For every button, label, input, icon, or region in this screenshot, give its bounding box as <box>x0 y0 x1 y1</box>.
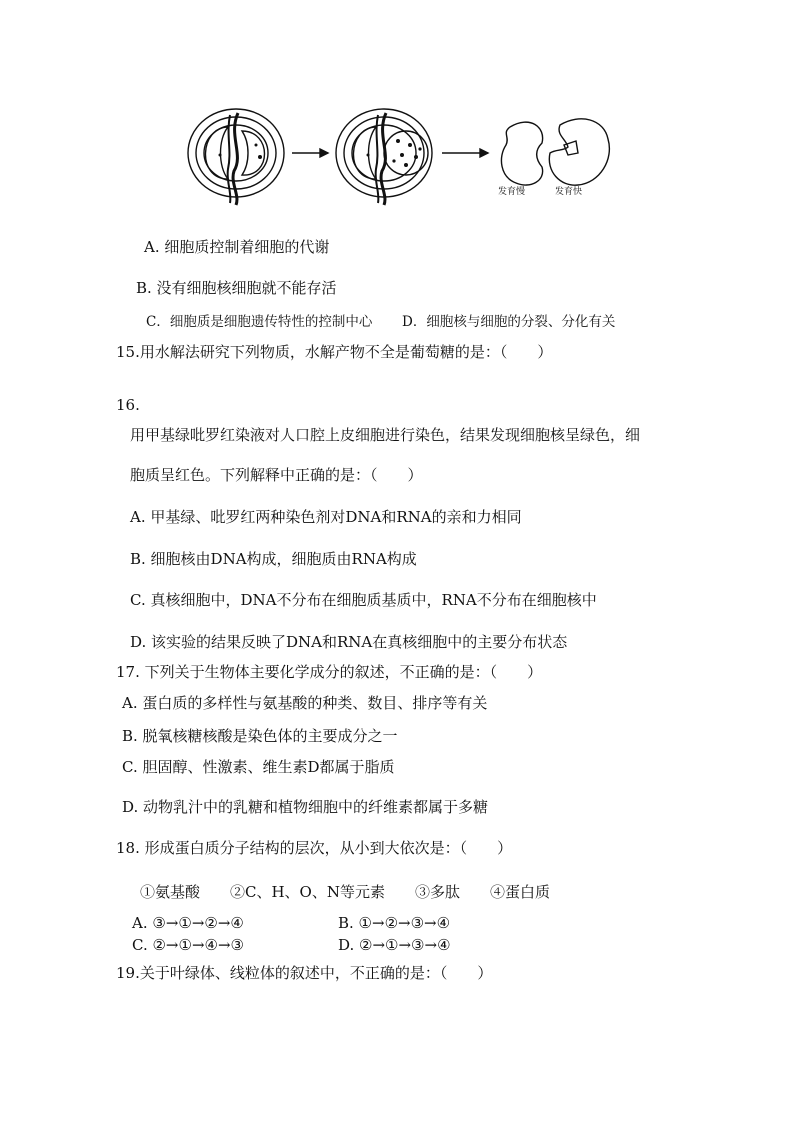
q17-option-a: A. 蛋白质的多样性与氨基酸的种类、数目、排序等有关 <box>122 694 488 712</box>
cell-2-cut-line-2 <box>376 115 379 203</box>
cell-2-dot <box>414 155 418 159</box>
arrow-2-head <box>480 149 488 157</box>
q14-option-c: C．细胞质是细胞遗传特性的控制中心 <box>146 314 373 330</box>
q16-option-c: C. 真核细胞中，DNA不分布在细胞质基质中，RNA不分布在细胞核中 <box>130 591 597 609</box>
q16-option-b: B. 细胞核由DNA构成，细胞质由RNA构成 <box>130 550 417 568</box>
q16-number: 16. <box>116 396 140 414</box>
cell-1-dot <box>219 154 222 157</box>
q14-option-a: A. 细胞质控制着细胞的代谢 <box>144 238 330 256</box>
cell-2-dot <box>404 163 408 167</box>
cell-1-left-lobe <box>205 127 228 179</box>
q14-option-b: B. 没有细胞核细胞就不能存活 <box>136 279 337 297</box>
q16-option-d: D. 该实验的结果反映了DNA和RNA在真核细胞中的主要分布状态 <box>130 633 568 651</box>
q18-option-a: A. ③→①→②→④ <box>132 914 244 932</box>
cell-2-dot <box>400 153 404 157</box>
q18-option-c: C. ②→①→④→③ <box>132 936 244 954</box>
figure-label-fast: 发育快 <box>555 187 583 197</box>
q17-option-c: C. 胆固醇、性激素、维生素D都属于脂质 <box>122 758 395 776</box>
q15-stem: 15.用水解法研究下列物质，水解产物不全是葡萄糖的是：（ ） <box>116 343 553 361</box>
cell-2-cut-line <box>381 113 386 205</box>
q16-stem-line2: 胞质呈红色。下列解释中正确的是：（ ） <box>130 466 423 484</box>
cell-1-right-lobe <box>242 131 265 175</box>
q16-stem-line1: 用甲基绿吡罗红染液对人口腔上皮细胞进行染色，结果发现细胞核呈绿色，细 <box>130 426 641 444</box>
cell-1-dot <box>255 144 258 147</box>
cell-1-cut-line-2 <box>228 115 231 203</box>
q17-option-b: B. 脱氧核糖核酸是染色体的主要成分之一 <box>122 727 398 745</box>
cell-2-dot <box>392 159 395 162</box>
result-fast-shape <box>549 119 609 185</box>
cell-1-cut-line <box>233 113 238 205</box>
arrow-1-head <box>320 149 328 157</box>
q17-option-d: D. 动物乳汁中的乳糖和植物细胞中的纤维素都属于多糖 <box>122 798 489 816</box>
q17-stem: 17. 下列关于生物体主要化学成分的叙述，不正确的是：（ ） <box>116 663 543 681</box>
cell-diagram <box>180 105 620 210</box>
cell-2-dot <box>396 139 400 143</box>
cell-experiment-figure <box>180 105 620 210</box>
q18-items: ①氨基酸 ②C、H、O、N等元素 ③多肽 ④蛋白质 <box>140 883 550 901</box>
result-slow-shape <box>501 122 542 185</box>
q14-option-d: D．细胞核与细胞的分裂、分化有关 <box>402 314 616 330</box>
cell-2-dot <box>408 143 412 147</box>
q16-option-a: A. 甲基绿、吡罗红两种染色剂对DNA和RNA的亲和力相同 <box>130 508 522 526</box>
q19-stem: 19.关于叶绿体、线粒体的叙述中，不正确的是：（ ） <box>116 964 493 982</box>
q18-option-b: B. ①→②→③→④ <box>338 914 451 932</box>
cell-2-dot <box>418 147 421 150</box>
q18-stem: 18. 形成蛋白质分子结构的层次，从小到大依次是：（ ） <box>116 839 513 857</box>
q18-option-d: D. ②→①→③→④ <box>338 936 451 954</box>
figure-label-slow: 发育慢 <box>498 187 526 197</box>
cell-2-nucleus <box>384 131 428 175</box>
cell-1-dot <box>258 155 262 159</box>
cell-2-dot <box>367 154 370 157</box>
cell-2-left-lobe <box>353 127 376 179</box>
